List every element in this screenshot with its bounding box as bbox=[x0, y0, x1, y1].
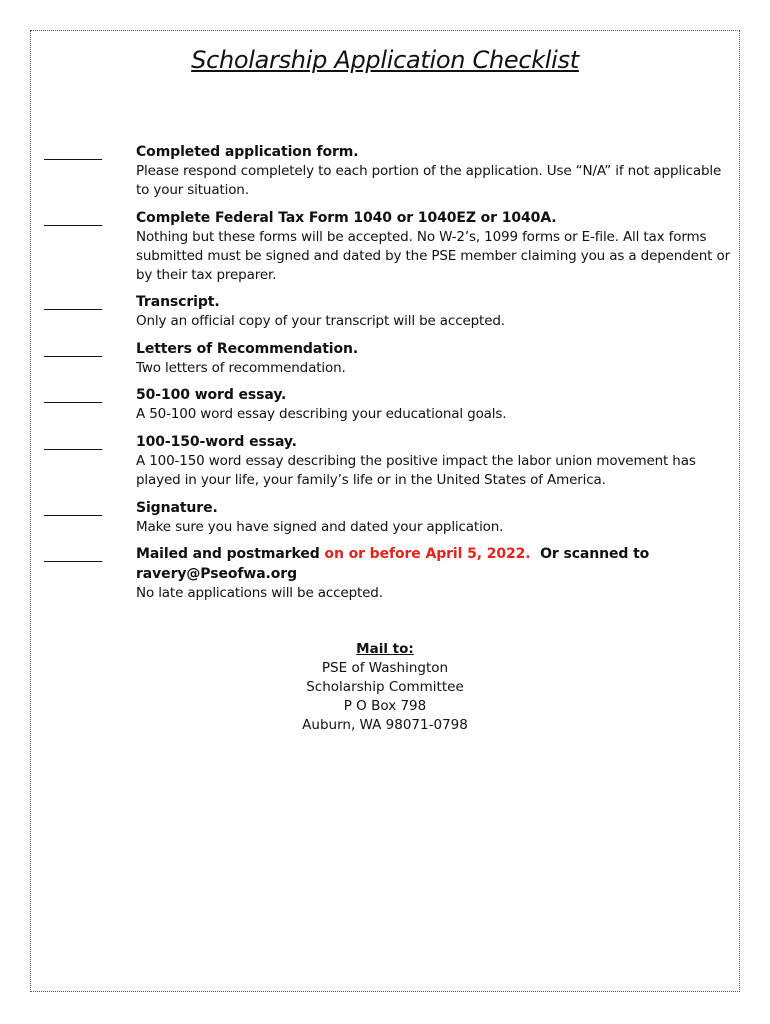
item-description: Make sure you have signed and dated your application. bbox=[136, 519, 504, 535]
item-heading: 50-100 word essay. bbox=[136, 387, 287, 403]
item-description: Only an official copy of your transcript will be accepted. bbox=[136, 313, 505, 329]
page-title: Scholarship Application Checklist bbox=[191, 46, 579, 74]
item-heading: Completed application form. bbox=[136, 144, 359, 160]
check-blank[interactable] bbox=[44, 159, 102, 160]
item-heading: Complete Federal Tax Form 1040 or 1040EZ or 1040A. bbox=[136, 210, 557, 226]
item-body bbox=[136, 385, 730, 424]
address-line: Scholarship Committee bbox=[306, 679, 464, 695]
item-heading: Letters of Recommendation. bbox=[136, 341, 359, 357]
item-description: Nothing but these forms will be accepted. No W-2’s, 1099 forms or E-file. All tax forms submitted must be signed and dated by the PSE member claiming you as a dependent or by their tax preparer. bbox=[136, 229, 730, 283]
mail-to-heading: Mail to: bbox=[356, 641, 414, 657]
mail-to-address bbox=[0, 640, 770, 735]
email-link[interactable]: ravery@Pseofwa.org bbox=[136, 566, 297, 582]
check-blank[interactable] bbox=[44, 515, 102, 516]
item-heading bbox=[136, 544, 730, 584]
check-blank[interactable] bbox=[44, 356, 102, 357]
item-body bbox=[136, 339, 730, 378]
check-blank[interactable] bbox=[44, 561, 102, 562]
item-description: A 50-100 word essay describing your educational goals. bbox=[136, 406, 507, 422]
item-description: Two letters of recommendation. bbox=[136, 360, 346, 376]
item-heading: Signature. bbox=[136, 500, 218, 516]
address-line: Auburn, WA 98071-0798 bbox=[302, 717, 468, 733]
item-description: A 100-150 word essay describing the positive impact the labor union movement has played in your life, your family’s life or in the United States of America. bbox=[136, 453, 696, 488]
item-body bbox=[136, 208, 730, 285]
check-blank[interactable] bbox=[44, 309, 102, 310]
item-body bbox=[136, 432, 730, 490]
item-heading: 100-150-word essay. bbox=[136, 434, 297, 450]
item-body bbox=[136, 142, 730, 200]
check-blank[interactable] bbox=[44, 402, 102, 403]
deadline-text: on or before April 5, 2022. bbox=[324, 546, 531, 562]
mailing-heading-part2: Or scanned to bbox=[540, 546, 650, 562]
check-blank[interactable] bbox=[44, 225, 102, 226]
item-body bbox=[136, 498, 730, 537]
address-line: PSE of Washington bbox=[321, 660, 449, 676]
check-blank[interactable] bbox=[44, 449, 102, 450]
mailing-heading-part1: Mailed and postmarked bbox=[136, 546, 320, 562]
item-body bbox=[136, 292, 730, 331]
item-body bbox=[136, 544, 730, 603]
item-description: Please respond completely to each portion of the application. Use “N/A” if not applicable to your situation. bbox=[136, 163, 722, 198]
item-description: No late applications will be accepted. bbox=[136, 585, 383, 601]
item-heading: Transcript. bbox=[136, 294, 220, 310]
address-line: P O Box 798 bbox=[343, 698, 427, 714]
